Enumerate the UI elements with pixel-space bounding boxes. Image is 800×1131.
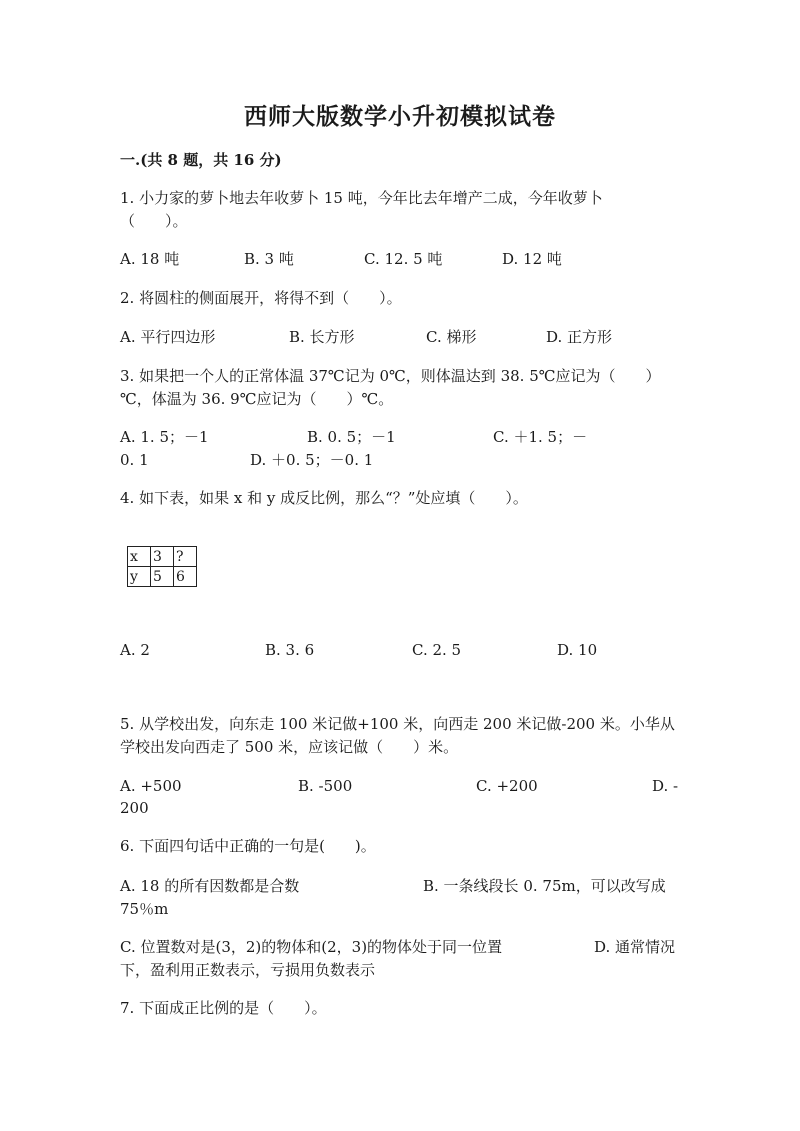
option-b: B. 3 吨 xyxy=(244,250,294,268)
option-d: D. 10 xyxy=(557,641,598,659)
option-c: C. +200 xyxy=(476,777,538,795)
option-a: A. 1. 5；－1 xyxy=(120,428,209,446)
question-text: 3. 如果把一个人的正常体温 37℃记为 0℃，则体温达到 38. 5℃应记为（ ） xyxy=(120,367,661,385)
option-c: C. ＋1. 5；－ xyxy=(493,428,588,446)
option-c: C. 梯形 xyxy=(426,328,477,346)
option-d: D. ＋0. 5；－0. 1 xyxy=(250,451,374,469)
option-d: D. 12 吨 xyxy=(502,250,562,268)
table-row xyxy=(128,547,197,567)
question-text: ℃，体温为 36. 9℃应记为（ ）℃。 xyxy=(120,390,394,408)
option-d-continued: 200 xyxy=(120,799,149,817)
option-d-continued: 下，盈利用正数表示，亏损用负数表示 xyxy=(120,961,376,979)
table-cell: x xyxy=(128,547,151,567)
section-heading: 一.(共 8 题，共 16 分) xyxy=(120,151,282,169)
option-b: B. 长方形 xyxy=(289,328,355,346)
table-cell: y xyxy=(128,567,151,587)
option-d: D. - xyxy=(652,777,679,795)
question-text: （ ）。 xyxy=(120,212,188,230)
question-text: 4. 如下表，如果 x 和 y 成反比例，那么“？”处应填（ ）。 xyxy=(120,489,528,507)
table-cell: 5 xyxy=(151,567,174,587)
option-c: C. 位置数对是(3，2)的物体和(2，3)的物体处于同一位置 xyxy=(120,938,503,956)
option-a: A. 18 吨 xyxy=(120,250,180,268)
table-cell: 6 xyxy=(174,567,197,587)
question-text: 1. 小力家的萝卜地去年收萝卜 15 吨，今年比去年增产二成，今年收萝卜 xyxy=(120,189,603,207)
table-cell: 3 xyxy=(151,547,174,567)
option-a: A. 平行四边形 xyxy=(120,328,216,346)
option-c: C. 2. 5 xyxy=(412,641,462,659)
xy-table xyxy=(127,546,197,587)
option-a: A. 18 的所有因数都是合数 xyxy=(120,877,300,895)
question-text: 5. 从学校出发，向东走 100 米记做+100 米，向西走 200 米记做-200 米。小华从 xyxy=(120,715,675,733)
option-d: D. 通常情况 xyxy=(594,938,676,956)
option-a: A. 2 xyxy=(120,641,150,659)
option-b: B. 一条线段长 0. 75m，可以改写成 xyxy=(423,877,666,895)
table-row xyxy=(128,567,197,587)
option-b-continued: 75％m xyxy=(120,900,169,918)
option-b: B. 3. 6 xyxy=(265,641,315,659)
question-text: 学校出发向西走了 500 米，应该记做（ ）米。 xyxy=(120,738,459,756)
question-text: 6. 下面四句话中正确的一句是( )。 xyxy=(120,837,376,855)
option-c: C. 12. 5 吨 xyxy=(364,250,443,268)
option-c-continued: 0. 1 xyxy=(120,451,149,469)
option-d: D. 正方形 xyxy=(546,328,613,346)
option-b: B. 0. 5；－1 xyxy=(307,428,396,446)
option-b: B. -500 xyxy=(298,777,353,795)
table-cell: ? xyxy=(174,547,197,567)
question-text: 7. 下面成正比例的是（ ）。 xyxy=(120,999,327,1017)
question-text: 2. 将圆柱的侧面展开，将得不到（ ）。 xyxy=(120,289,402,307)
option-a: A. +500 xyxy=(120,777,182,795)
page-title: 西师大版数学小升初模拟试卷 xyxy=(244,103,556,130)
